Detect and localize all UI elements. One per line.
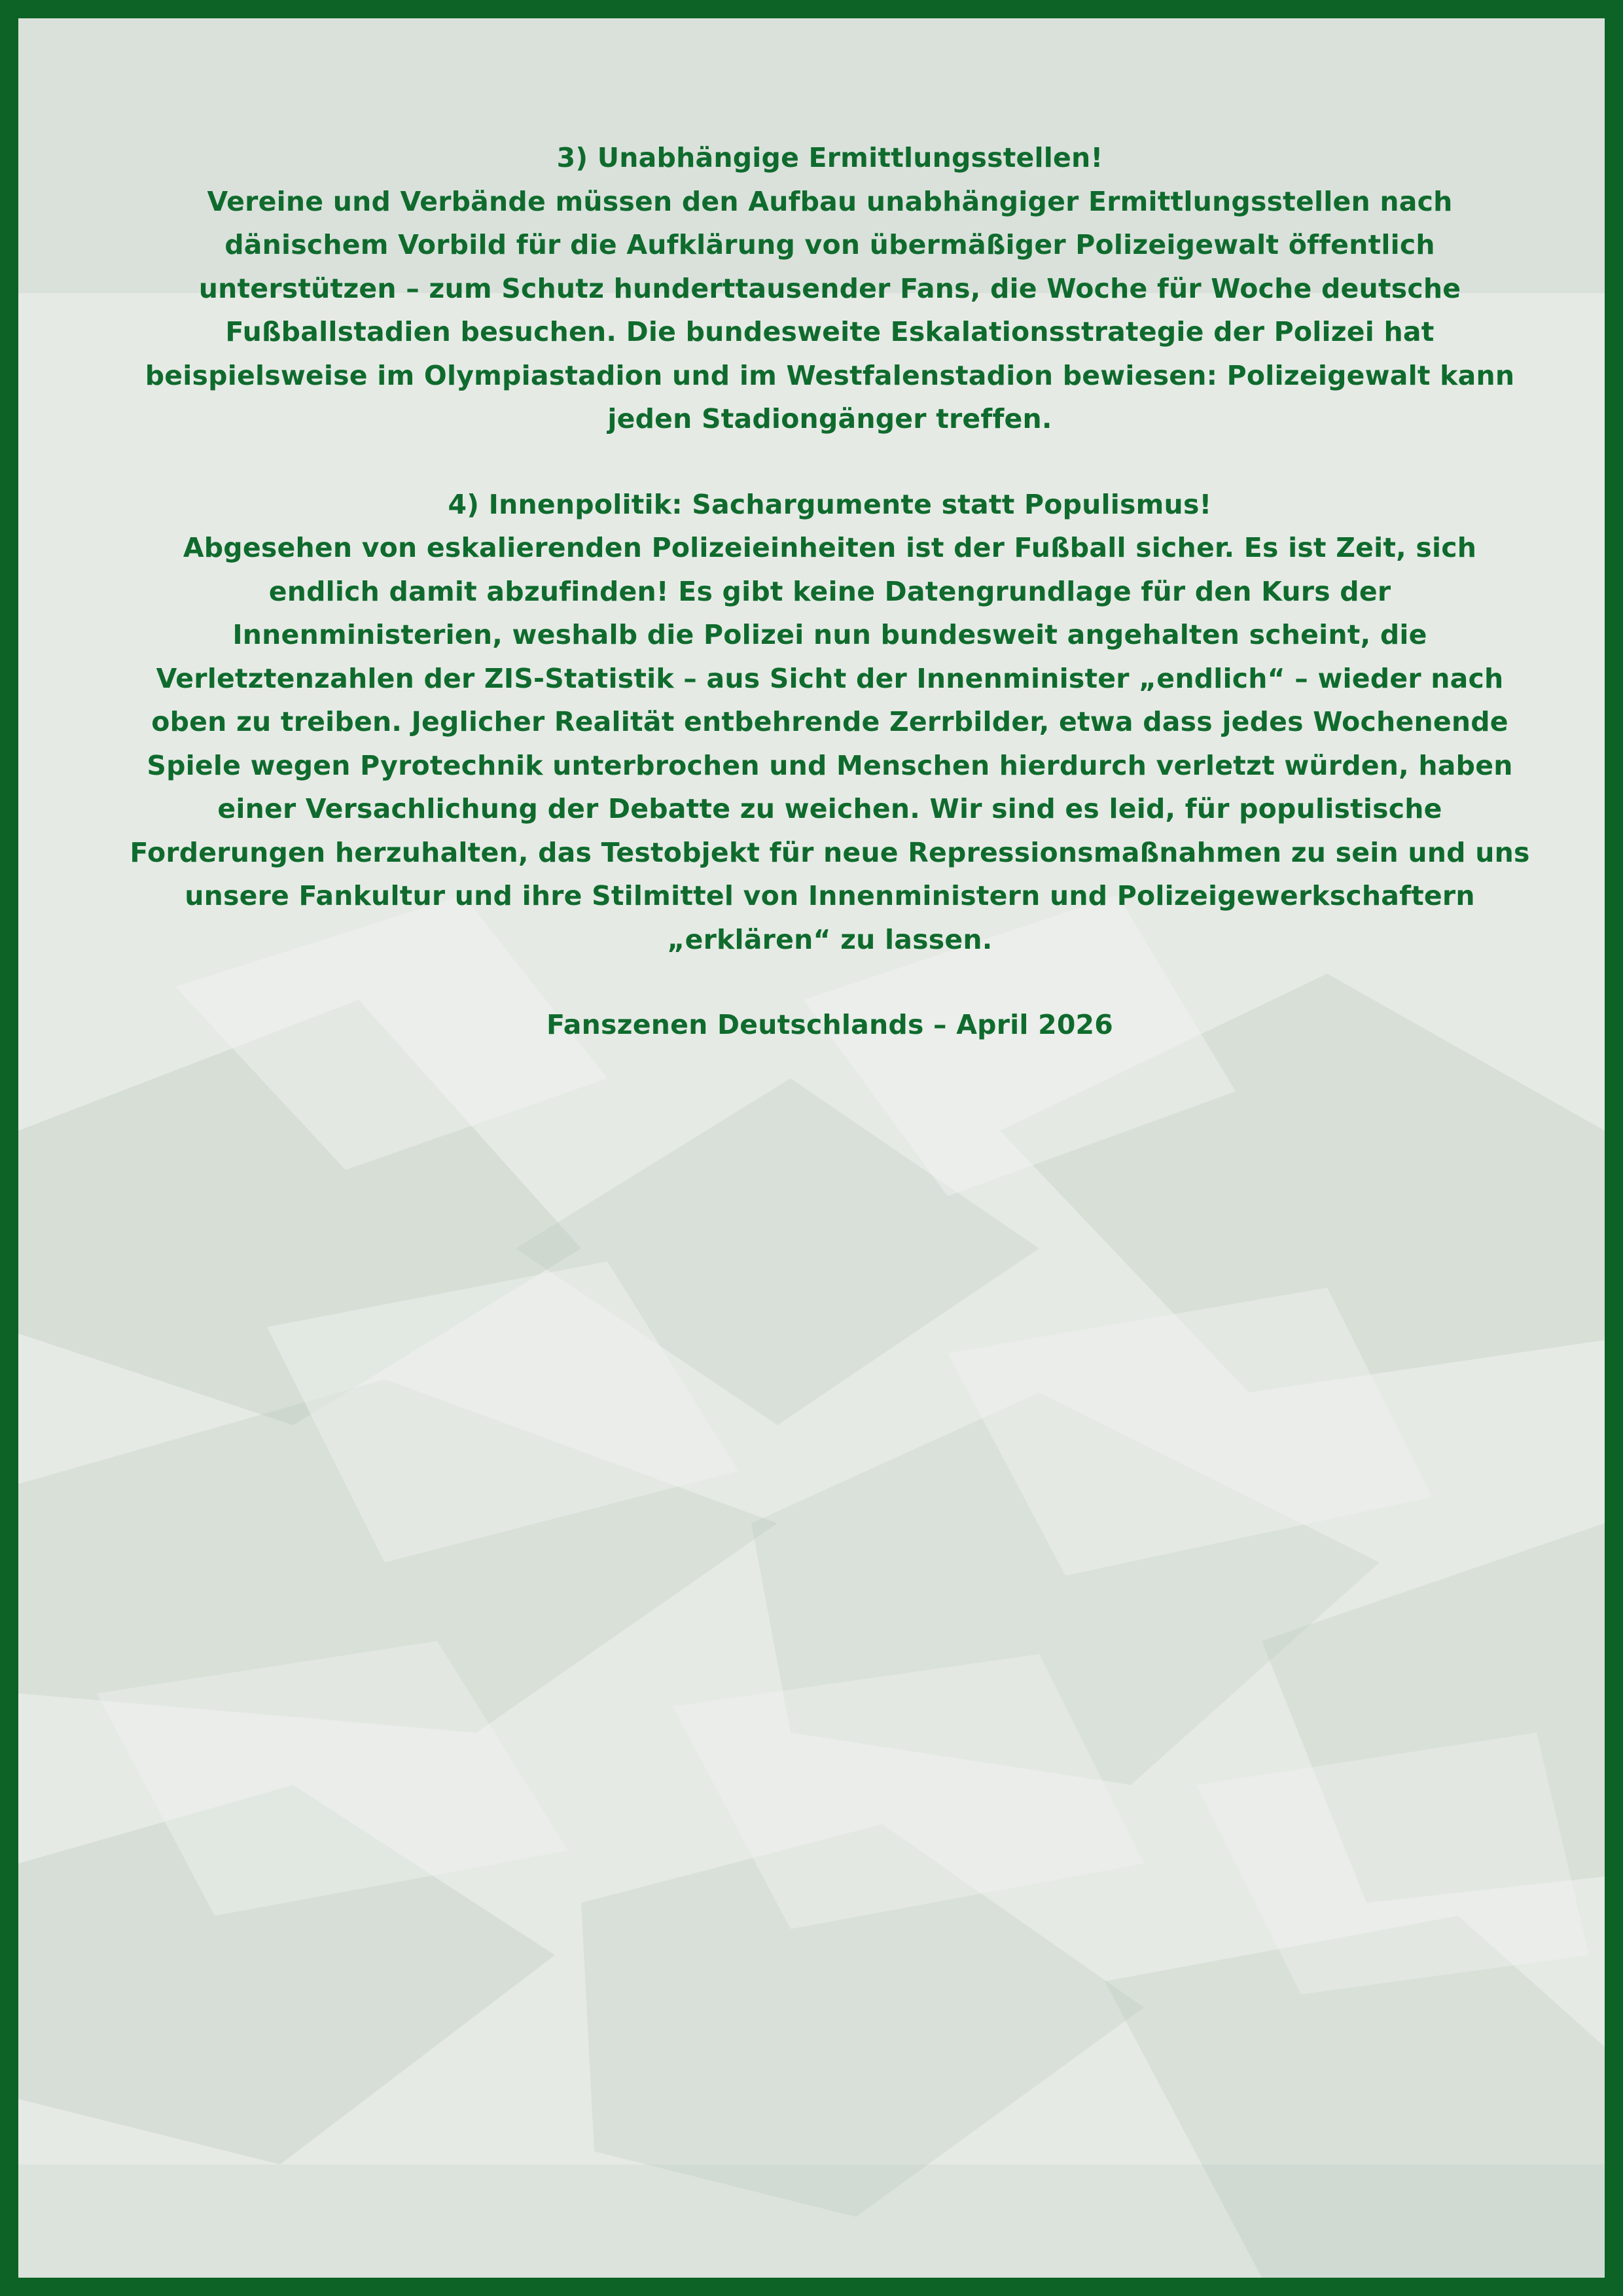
section-paragraph: Abgesehen von eskalierenden Polizeieinheiten ist der Fußball sicher. Es ist Zeit, sich endlich damit abzufinden! Es gibt keine Datengrundlage für den Kurs der Innenministerien, weshalb die Polizei nun bundesweit angehalten scheint, die Verletztenzahlen der ZIS-Statistik – aus Sicht der Innenminister „endlich“ – wieder nach oben zu treiben. Jeglicher Realität entbehrende Zerrbilder, etwa dass jedes Wochenende Spiele wegen Pyrotechnik unterbrochen und Menschen hierdurch verletzt würden, haben einer Versachlichung der Debatte zu weichen. Wir sind es leid, für populistische Forderungen herzuhalten, das Testobjekt für neue Repressionsmaßnahmen zu sein und uns unsere Fankultur und ihre Stilmittel von Innenministern und Polizeigewerkschaftern „erklären“ zu lassen. — [130, 532, 1530, 955]
section-heading: 4) Innenpolitik: Sachargumente statt Populismus! — [448, 488, 1212, 520]
section-heading: 3) Unabhängige Ermittlungsstellen! — [556, 142, 1103, 173]
section-domestic-policy — [130, 483, 1530, 962]
signature: Fanszenen Deutschlands – April 2026 — [546, 1009, 1114, 1040]
section-independent-investigations — [130, 136, 1530, 441]
statement-text — [130, 136, 1530, 1047]
section-paragraph: Vereine und Verbände müssen den Aufbau unabhängiger Ermittlungsstellen nach dänischem Vorbild für die Aufklärung von übermäßiger Polizeigewalt öffentlich unterstützen – zum Schutz hunderttausender Fans, die Woche für Woche deutsche Fußballstadien besuchen. Die bundesweite Eskalationsstrategie der Polizei hat beispielsweise im Olympiastadion und im Westfalenstadion bewiesen: Polizeigewalt kann jeden Stadiongänger treffen. — [145, 185, 1515, 434]
